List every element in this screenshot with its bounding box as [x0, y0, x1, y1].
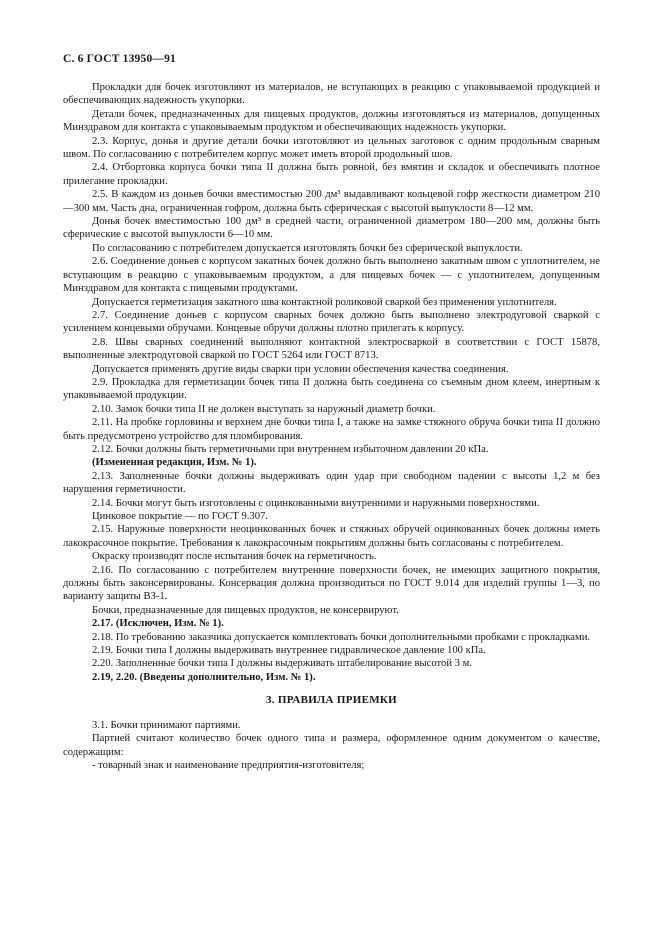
paragraph: Окраску производят после испытания бочек на герметичность. [92, 551, 377, 563]
paragraph: Бочки, предназначенные для пищевых продуктов, не консервируют. [92, 604, 399, 616]
paragraph: Детали бочек, предназначенных для пищевых продуктов, должны изготовляться из материалов, допущенных Минздравом для контакта с упаковываемым продуктом и обеспечивающих надежность укупорки. [63, 108, 600, 134]
paragraph: 2.6. Соединение доньев с корпусом закатных бочек должно быть выполнено закатным швом с уплотнителем, не вступающим в реакцию с упаковываемым продуктом, а для пищевых бочек — с уплотнителем, допущенным Минздравом для контакта с пищевыми продуктами. [63, 256, 600, 295]
paragraph: 2.4. Отбортовка корпуса бочки типа II должна быть ровной, без вмятин и складок и обеспечивать плотное прилегание прокладки. [63, 162, 600, 187]
amendment-note-text: (Измененная редакция, Изм. № 1). [92, 457, 257, 469]
paragraph: 2.11. На пробке горловины и верхнем дне бочки типа I, а также на замке стяжного обруча бочки типа II должно быть предусмотрено устройство для пломбирования. [63, 417, 600, 442]
paragraph: 2.16. По согласованию с потребителем внутренние поверхности бочек, не имеющих защитного покрытия, должны быть законсервированы. Консервация должна производиться по ГОСТ 9.014 для изделий группы 1—3, по варианту защиты ВЗ-1. [63, 564, 600, 603]
paragraph: Допускается применять другие виды сварки при условии обеспечения качества соединения. [92, 363, 509, 375]
amendment-note [63, 456, 600, 469]
paragraph: 2.13. Заполненные бочки должны выдерживать один удар при свободном падении с высоты 1,2 м без нарушения герметичности. [63, 470, 600, 496]
amendment-note [63, 671, 600, 684]
paragraph: 2.15. Наружные поверхности неоцинкованных бочек и стяжных обручей оцинкованных бочек должны иметь лакокрасочное покрытие. Требования к лакокрасочным покрытиям должны быть согласованы с потребителем. [63, 524, 600, 549]
paragraph: 2.8. Швы сварных соединений выполняют контактной электросваркой в соответствии с ГОСТ 15878, выполненные электродуговой сваркой по ГОСТ 5264 или ГОСТ 8713. [63, 336, 600, 362]
paragraph: 2.9. Прокладка для герметизации бочек типа II должна быть соединена со съемным дном клеем, инертным к упаковываемой продукции. [63, 376, 600, 402]
excluded-note-text: 2.17. (Исключен, Изм. № 1). [92, 618, 224, 630]
page-header: С. 6 ГОСТ 13950—91 [63, 53, 176, 65]
paragraph: 2.18. По требованию заказчика допускается комплектовать бочки дополнительными пробками с прокладками. [92, 631, 591, 643]
paragraph: Донья бочек вместимостью 100 дм³ в средней части, ограниченной диаметром 180—200 мм, должны быть сферические с высотой выпуклости 6—10 мм. [63, 216, 600, 241]
paragraph: По согласованию с потребителем допускается изготовлять бочки без сферической выпуклости. [92, 242, 523, 254]
paragraph: Допускается герметизация закатного шва контактной роликовой сваркой без применения уплотнителя. [92, 296, 557, 308]
paragraph: 2.20. Заполненные бочки типа I должны выдерживать штабелирование высотой 3 м. [92, 658, 472, 670]
paragraph: 2.10. Замок бочки типа II не должен выступать за наружный диаметр бочки. [92, 403, 436, 415]
paragraph: 2.3. Корпус, донья и другие детали бочки изготовляют из цельных заготовок с одним продольным сварным швом. По согласованию с потребителем корпус может иметь второй продольный шов. [63, 135, 600, 161]
paragraph: Цинковое покрытие — по ГОСТ 9.307. [92, 511, 268, 522]
paragraph: 2.5. В каждом из доньев бочки вместимостью 200 дм³ выдавливают кольцевой гофр жесткости диаметром 210—300 мм. Часть дна, ограниченная гофром, должна быть сферическая с высотой выпуклости 8—12 мм. [63, 189, 600, 214]
document-body [63, 81, 600, 772]
paragraph: 2.12. Бочки должны быть герметичными при внутреннем избыточном давлении 20 кПа. [92, 443, 489, 455]
paragraph: 3.1. Бочки принимают партиями. [92, 719, 241, 731]
paragraph: 2.19. Бочки типа I должны выдерживать внутреннее гидравлическое давление 100 кПа. [92, 645, 486, 657]
paragraph-excluded [63, 617, 600, 630]
paragraph: Прокладки для бочек изготовляют из материалов, не вступающих в реакцию с упаковываемой продукцией и обеспечивающих надежность укупорки. [63, 82, 600, 107]
list-item: - товарный знак и наименование предприятия-изготовителя; [92, 759, 365, 771]
paragraph: 2.7. Соединение доньев с корпусом сварных бочек должно быть выполнено электродуговой сваркой с усилением концевыми обручами. Концевые обручи должны плотно прилегать к корпусу. [63, 309, 600, 335]
paragraph: 2.14. Бочки могут быть изготовлены с оцинкованными внутренними и наружными поверхностями. [92, 497, 540, 509]
paragraph: Партией считают количество бочек одного типа и размера, оформленное одним документом о качестве, содержащим: [63, 733, 600, 758]
amendment-note-text: 2.19, 2.20. (Введены дополнительно, Изм. № 1). [92, 671, 316, 683]
section-title: 3. ПРАВИЛА ПРИЕМКИ [265, 694, 398, 707]
